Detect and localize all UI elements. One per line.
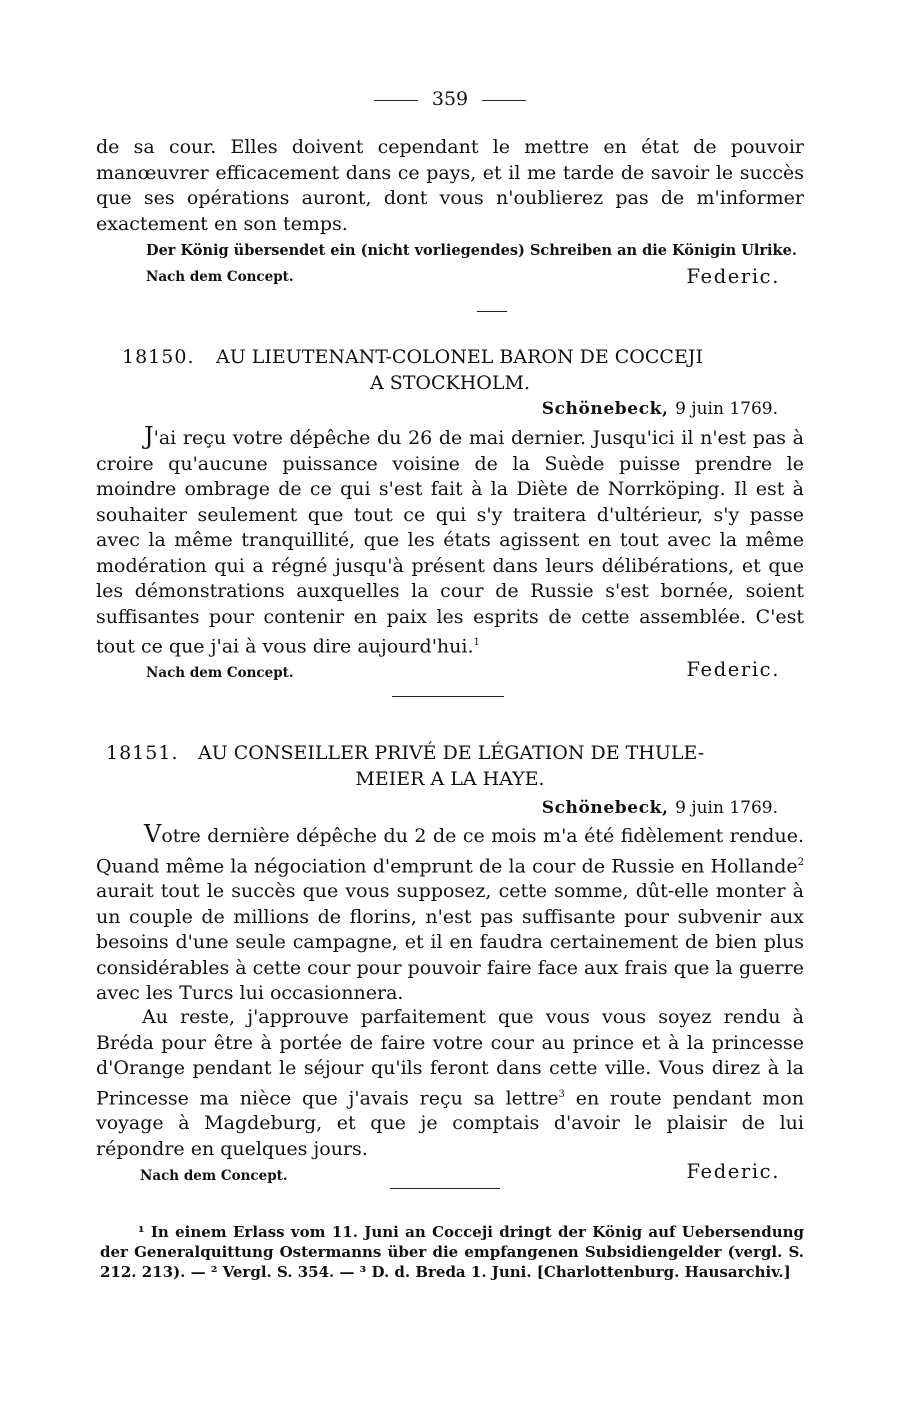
letter-18151-initial: V [144,820,162,848]
footnote-ref-2: 2 [797,856,804,868]
separator-rule-2 [392,696,504,697]
letter-18151-text-1a: otre dernière dépêche du 2 de ce mois m'a été fidèlement rendue. Quand même la négociation d'emprunt de la cour de Russie en Hollande [96,825,804,877]
letter-18150-body [96,424,804,660]
footnote-ref-3: 3 [558,1088,565,1100]
letter-18150-date: 9 juin 1769. [675,399,778,419]
letter-18150-initial: J [144,422,154,450]
letter-18150-number: 18150. [122,346,195,368]
header-dash-right [482,100,526,101]
letter-18151-heading [96,740,804,792]
letter-18150-title-line1: AU LIEUTENANT-COLONEL BARON DE COCCEJI [216,346,703,368]
footnotes: ¹ In einem Erlass vom 11. Juni an Cocceji dringt der König auf Uebersendung der Generalquittung Ostermanns über die empfangenen Subsidiengelder (vergl. S. 212. 213). — ² Vergl. S. 354. — ³ D. d. Breda 1. Juni. [Charlottenburg. Hausarchiv.] [100,1223,804,1281]
letter-18150-place: Schönebeck, [541,399,669,419]
letter-18151-signature: Federic. [686,1160,780,1183]
letter-18150-source: Nach dem Concept. [146,665,294,681]
letter-18150-dateline [542,399,778,419]
letter-18151-title-line2: MEIER A LA HAYE. [355,768,545,790]
intro-paragraph: de sa cour. Elles doivent cependant le mettre en état de pouvoir manœuvrer efficacement dans ce pays, et il me tarde de savoir le succès que ses opérations auront, dont vous n'oublierez pas de m'informer exactement en son temps. [96,136,804,235]
letter-18150-signature: Federic. [686,658,780,681]
letter-18151-text-1b: aurait tout le succès que vous supposez, cette somme, dût-elle monter à un couple de millions de florins, n'est pas suffisante pour subvenir aux besoins d'une seule campagne, et il en faudra certainement de bien plus considérables à cette cour pour pouvoir faire face aux frais que la guerre avec les Turcs lui occasionnera. [96,880,804,1005]
letter-18150-title-line2: A STOCKHOLM. [369,372,530,394]
header-dash-left [374,100,418,101]
intro-editor-note: Der König übersendet ein (nicht vorliegendes) Schreiben an die Königin Ulrike. [146,242,797,259]
page-header [0,88,900,110]
letter-18151-place: Schönebeck, [541,798,669,818]
letter-18150-text: 'ai reçu votre dépêche du 26 de mai dernier. Jusqu'ici il n'est pas à croire qu'aucune puissance voisine de la Suède puisse prendre le moindre ombrage de ce qui s'est fait à la Diète de Norrköping. Il est à souhaiter seulement que tout ce qui s'y traitera d'ultérieur, s'y passe avec la même tranquillité, que les états agissent en tout avec la même modération qui a régné jusqu'à présent dans leurs délibérations, et que les démonstrations auxquelles la cour de Russie s'est bornée, soient suffisantes pour contenir en paix les esprits de cette assemblée. C'est tout ce que j'ai à vous dire aujourd'hui. [96,427,804,658]
footnote-ref-1: 1 [473,637,480,648]
letter-18151-number: 18151. [106,742,179,764]
letter-18151-text-2b: en route pendant mon voyage à Magdeburg, et que je comptais d'avoir le plaisir de lui répondre en quelques jours. [96,1086,804,1160]
letter-18151-dateline [542,798,778,818]
letter-18151-paragraph-1 [96,822,804,1007]
letter-18151-source: Nach dem Concept. [140,1168,288,1184]
letter-18151-title-line1: AU CONSEILLER PRIVÉ DE LÉGATION DE THULE- [198,742,705,764]
letter-18151-text-2a: Au reste, j'approuve parfaitement que vous vous soyez rendu à Bréda pour être à portée de faire votre cour au prince et à la princesse d'Orange pendant le séjour qu'ils feront dans cette ville. Vous direz à la Princesse ma nièce que j'avais reçu sa lettre [96,1006,804,1109]
letter-18151-paragraph-2 [96,1005,804,1162]
intro-source: Nach dem Concept. [146,269,294,285]
separator-rule-1 [477,311,507,312]
letter-18151-date: 9 juin 1769. [675,798,778,818]
page-number: 359 [431,88,469,110]
intro-signature: Federic. [686,265,780,288]
separator-rule-3 [390,1188,500,1189]
letter-18150-heading [96,344,804,396]
